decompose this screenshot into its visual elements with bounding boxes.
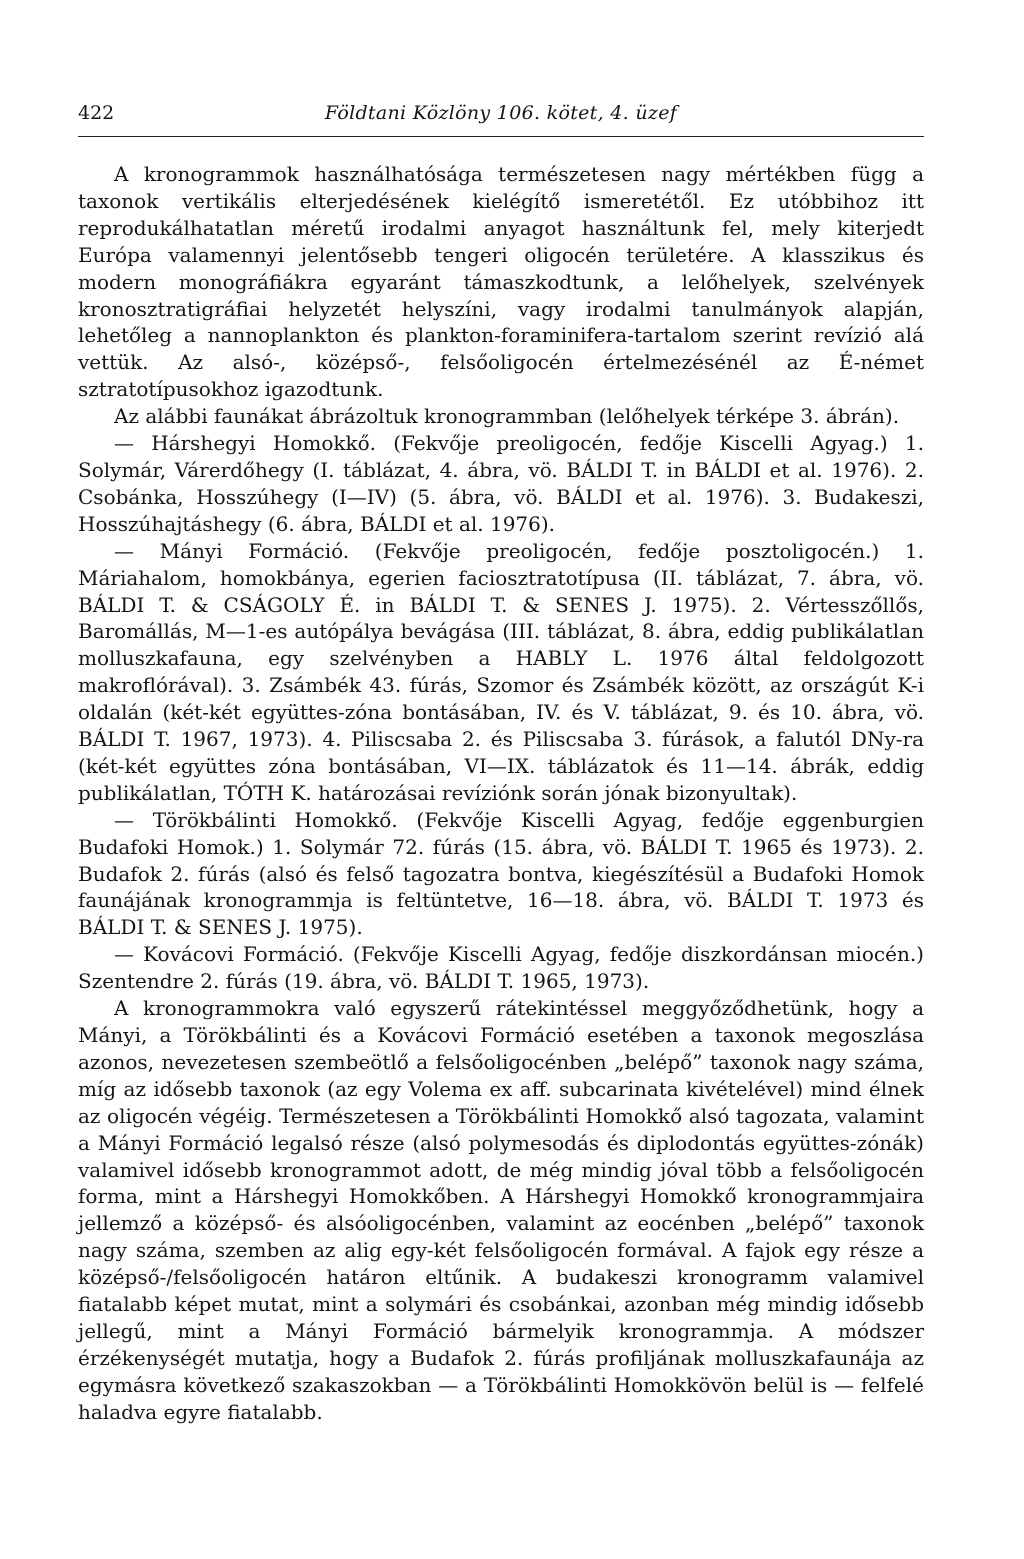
document-page <box>78 96 924 1526</box>
article-body <box>78 161 924 1426</box>
paragraph-harshegyi: — Hárshegyi Homokkő. (Fekvője preoligocén, fedője Kiscelli Agyag.) 1. Solymár, Várerdőhegy (I. táblázat, 4. ábra, vö. BÁLDI T. in BÁLDI et al. 1976). 2. Csobánka, Hosszúhegy (I—IV) (5. ábra, vö. BÁLDI et al. 1976). 3. Budakeszi, Hosszúhajtáshegy (6. ábra, BÁLDI et al. 1976). <box>78 431 924 536</box>
paragraph-kovacovi: — Kovácovi Formáció. (Fekvője Kiscelli Agyag, fedője diszkordánsan miocén.) Szentendre 2. fúrás (19. ábra, vö. BÁLDI T. 1965, 1973). <box>78 942 924 994</box>
paragraph-manyi: — Mányi Formáció. (Fekvője preoligocén, fedője posztoligocén.) 1. Máriahalom, homokbánya, egerien faciosztratotípusa (II. táblázat, 7. ábra, vö. BÁLDI T. & CSÁGOLY É. in BÁLDI T. & SENES J. 1975). 2. Vértesszőllős, Baromállás, M—1-es autópálya bevágása (III. táblázat, 8. ábra, eddig publikálatlan molluszkafauna, egy szelvényben a HABLY L. 1976 által feldolgozott makroflórával). 3. Zsámbék 43. fúrás, Szomor és Zsámbék között, az országút K-i oldalán (két-két együttes-zóna bontásában, IV. és V. táblázat, 9. és 10. ábra, vö. BÁLDI T. 1967, 1973). 4. Piliscsaba 2. és Piliscsaba 3. fúrások, a falutól DNy-ra (két-két együttes zóna bontásában, VI—IX. táblázatok és 11—14. ábrák, eddig publikálatlan, TÓTH K. határozásai revíziónk során jónak bizonyultak). <box>78 538 924 805</box>
running-header <box>78 96 924 137</box>
paragraph-intro: A kronogrammok használhatósága természetesen nagy mértékben függ a taxonok vertikális elterjedésének kielégítő ismeretétől. Ez utóbbihoz itt reprodukálhatatlan méretű irodalmi anyagot használtunk fel, mely kiterjedt Európa valamennyi jelentősebb tengeri oligocén területére. A klasszikus és modern monográfiákra egyaránt támaszkodtunk, a lelőhelyek, szelvények kronosztratigráfiai helyzetét helyszíni, vagy irodalmi tanulmányok alapján, lehetőleg a nannoplankton és plankton-foraminifera-tartalom szerint revízió alá vettük. Az alsó-, középső-, felsőoligocén értelmezésénél az É-német sztratotípusokhoz igazodtunk. <box>78 162 924 402</box>
paragraph-discussion: A kronogrammokra való egyszerű rátekintéssel meggyőződhetünk, hogy a Mányi, a Törökbálinti és a Kovácovi Formáció esetében a taxonok megoszlása azonos, nevezetesen szembeötlő a felsőoligocénben „belépő” taxonok nagy száma, míg az idősebb taxonok (az egy Volema ex aff. subcarinata kivételével) mind élnek az oligocén végéig. Természetesen a Törökbálinti Homokkő alsó tagozata, valamint a Mányi Formáció legalsó része (alsó polymesodás és diplodontás együttes-zónák) valamivel idősebb kronogrammot adott, de még mindig jóval több a felsőoligocén forma, mint a Hárshegyi Homokkőben. A Hárshegyi Homokkő kronogrammjaira jellemző a középső- és alsóoligocénben, valamint az eocénben „belépő” taxonok nagy száma, szemben az alig egy-két felsőoligocén formával. A fajok egy része a középső-/felsőoligocén határon eltűnik. A budakeszi kronogramm valamivel fiatalabb képet mutat, mint a solymári és csobánkai, azonban még mindig idősebb jellegű, mint a Mányi Formáció bármelyik kronogrammja. A módszer érzékenységét mutatja, hogy a Budafok 2. fúrás profiljának molluszkafaunája az egymásra következő szakaszokban — a Törökbálinti Homokkövön belül is — felfelé haladva egyre fiatalabb. <box>78 996 924 1424</box>
paragraph-torokbalinti: — Törökbálinti Homokkő. (Fekvője Kiscelli Agyag, fedője eggenburgien Budafoki Homok.) 1. Solymár 72. fúrás (15. ábra, vö. BÁLDI T. 1965 és 1973). 2. Budafok 2. fúrás (alsó és felső tagozatra bontva, kiegészítésül a Budafoki Homok faunájának kronogrammja is feltüntetve, 16—18. ábra, vö. BÁLDI T. 1973 és BÁLDI T. & SENES J. 1975). <box>78 807 924 940</box>
journal-title: Földtani Közlöny 106. kötet, 4. üzef <box>324 102 678 124</box>
paragraph-fauna-list-intro: Az alábbi faunákat ábrázoltuk kronogrammban (lelőhelyek térképe 3. ábrán). <box>114 404 900 429</box>
page-number: 422 <box>78 102 115 124</box>
